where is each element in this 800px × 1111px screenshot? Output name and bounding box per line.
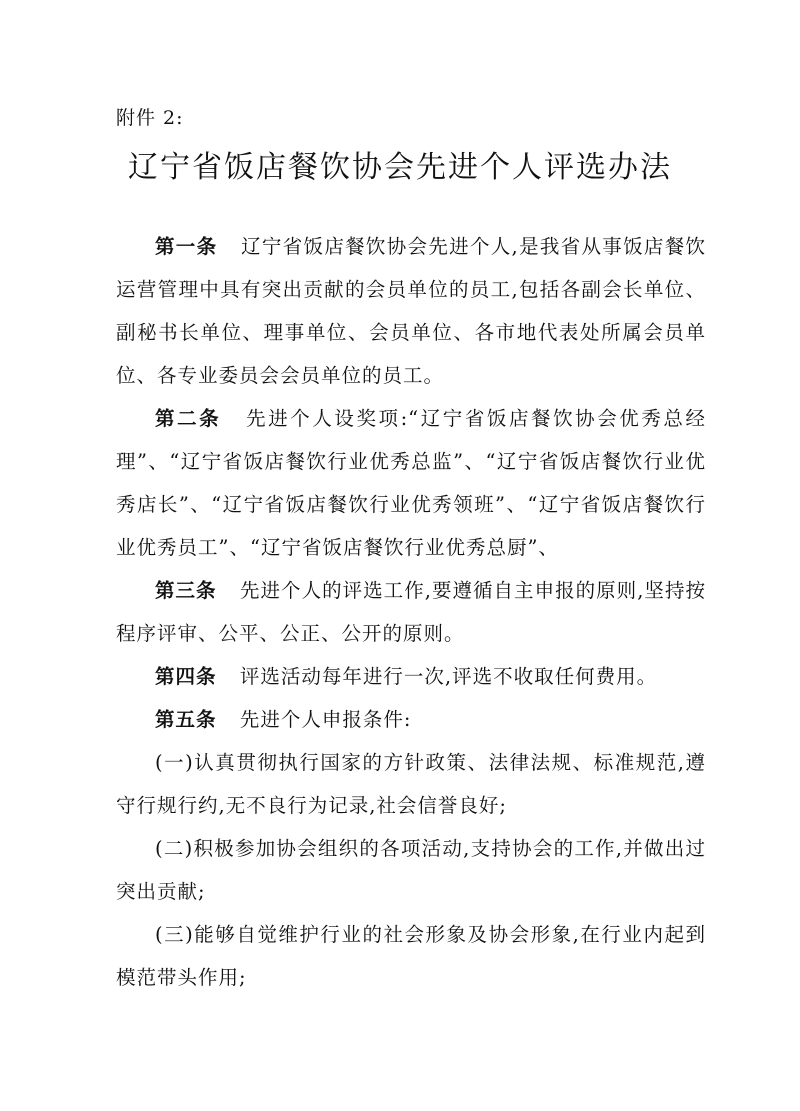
condition-item-3: (三)能够自觉维护行业的社会形象及协会形象,在行业内起到模范带头作用; <box>116 923 706 989</box>
article-label: 第五条 <box>155 708 217 731</box>
article-label: 第二条 <box>155 407 222 430</box>
article-text: 先进个人的评选工作,要遵循自主申报的原则,坚持按程序评审、公平、公正、公开的原则。 <box>116 579 706 645</box>
article-2 <box>116 397 706 569</box>
article-text: 辽宁省饭店餐饮协会先进个人,是我省从事饭店餐饮运营管理中具有突出贡献的会员单位的员工,包括各副会长单位、副秘书长单位、理事单位、会员单位、各市地代表处所属会员单位、各专业委员会会员单位的员工。 <box>116 235 706 387</box>
article-text: 先进个人设奖项:“辽宁省饭店餐饮协会优秀总经理”、“辽宁省饭店餐饮行业优秀总监”、“辽宁省饭店餐饮行业优秀店长”、“辽宁省饭店餐饮行业优秀领班”、“辽宁省饭店餐饮行业优秀员工”、“辽宁省饭店餐饮行业优秀总厨”、 <box>116 407 706 559</box>
attachment-label: 附件 2: <box>116 107 184 129</box>
article-1 <box>116 225 706 397</box>
article-label: 第四条 <box>155 665 217 688</box>
article-label: 第一条 <box>155 235 218 258</box>
document-title: 辽宁省饭店餐饮协会先进个人评选办法 <box>128 150 672 185</box>
condition-item-2: (二)积极参加协会组织的各项活动,支持协会的工作,并做出过突出贡献; <box>116 837 706 903</box>
article-text: 评选活动每年进行一次,评选不收取任何费用。 <box>239 665 658 688</box>
article-label: 第三条 <box>155 579 217 602</box>
article-text: 先进个人申报条件: <box>239 708 412 731</box>
condition-item-1: (一)认真贯彻执行国家的方针政策、法律法规、标准规范,遵守行规行约,无不良行为记录,社会信誉良好; <box>116 751 706 817</box>
article-4 <box>116 655 706 698</box>
article-5 <box>116 698 706 741</box>
document-body <box>116 225 706 999</box>
article-3 <box>116 569 706 655</box>
